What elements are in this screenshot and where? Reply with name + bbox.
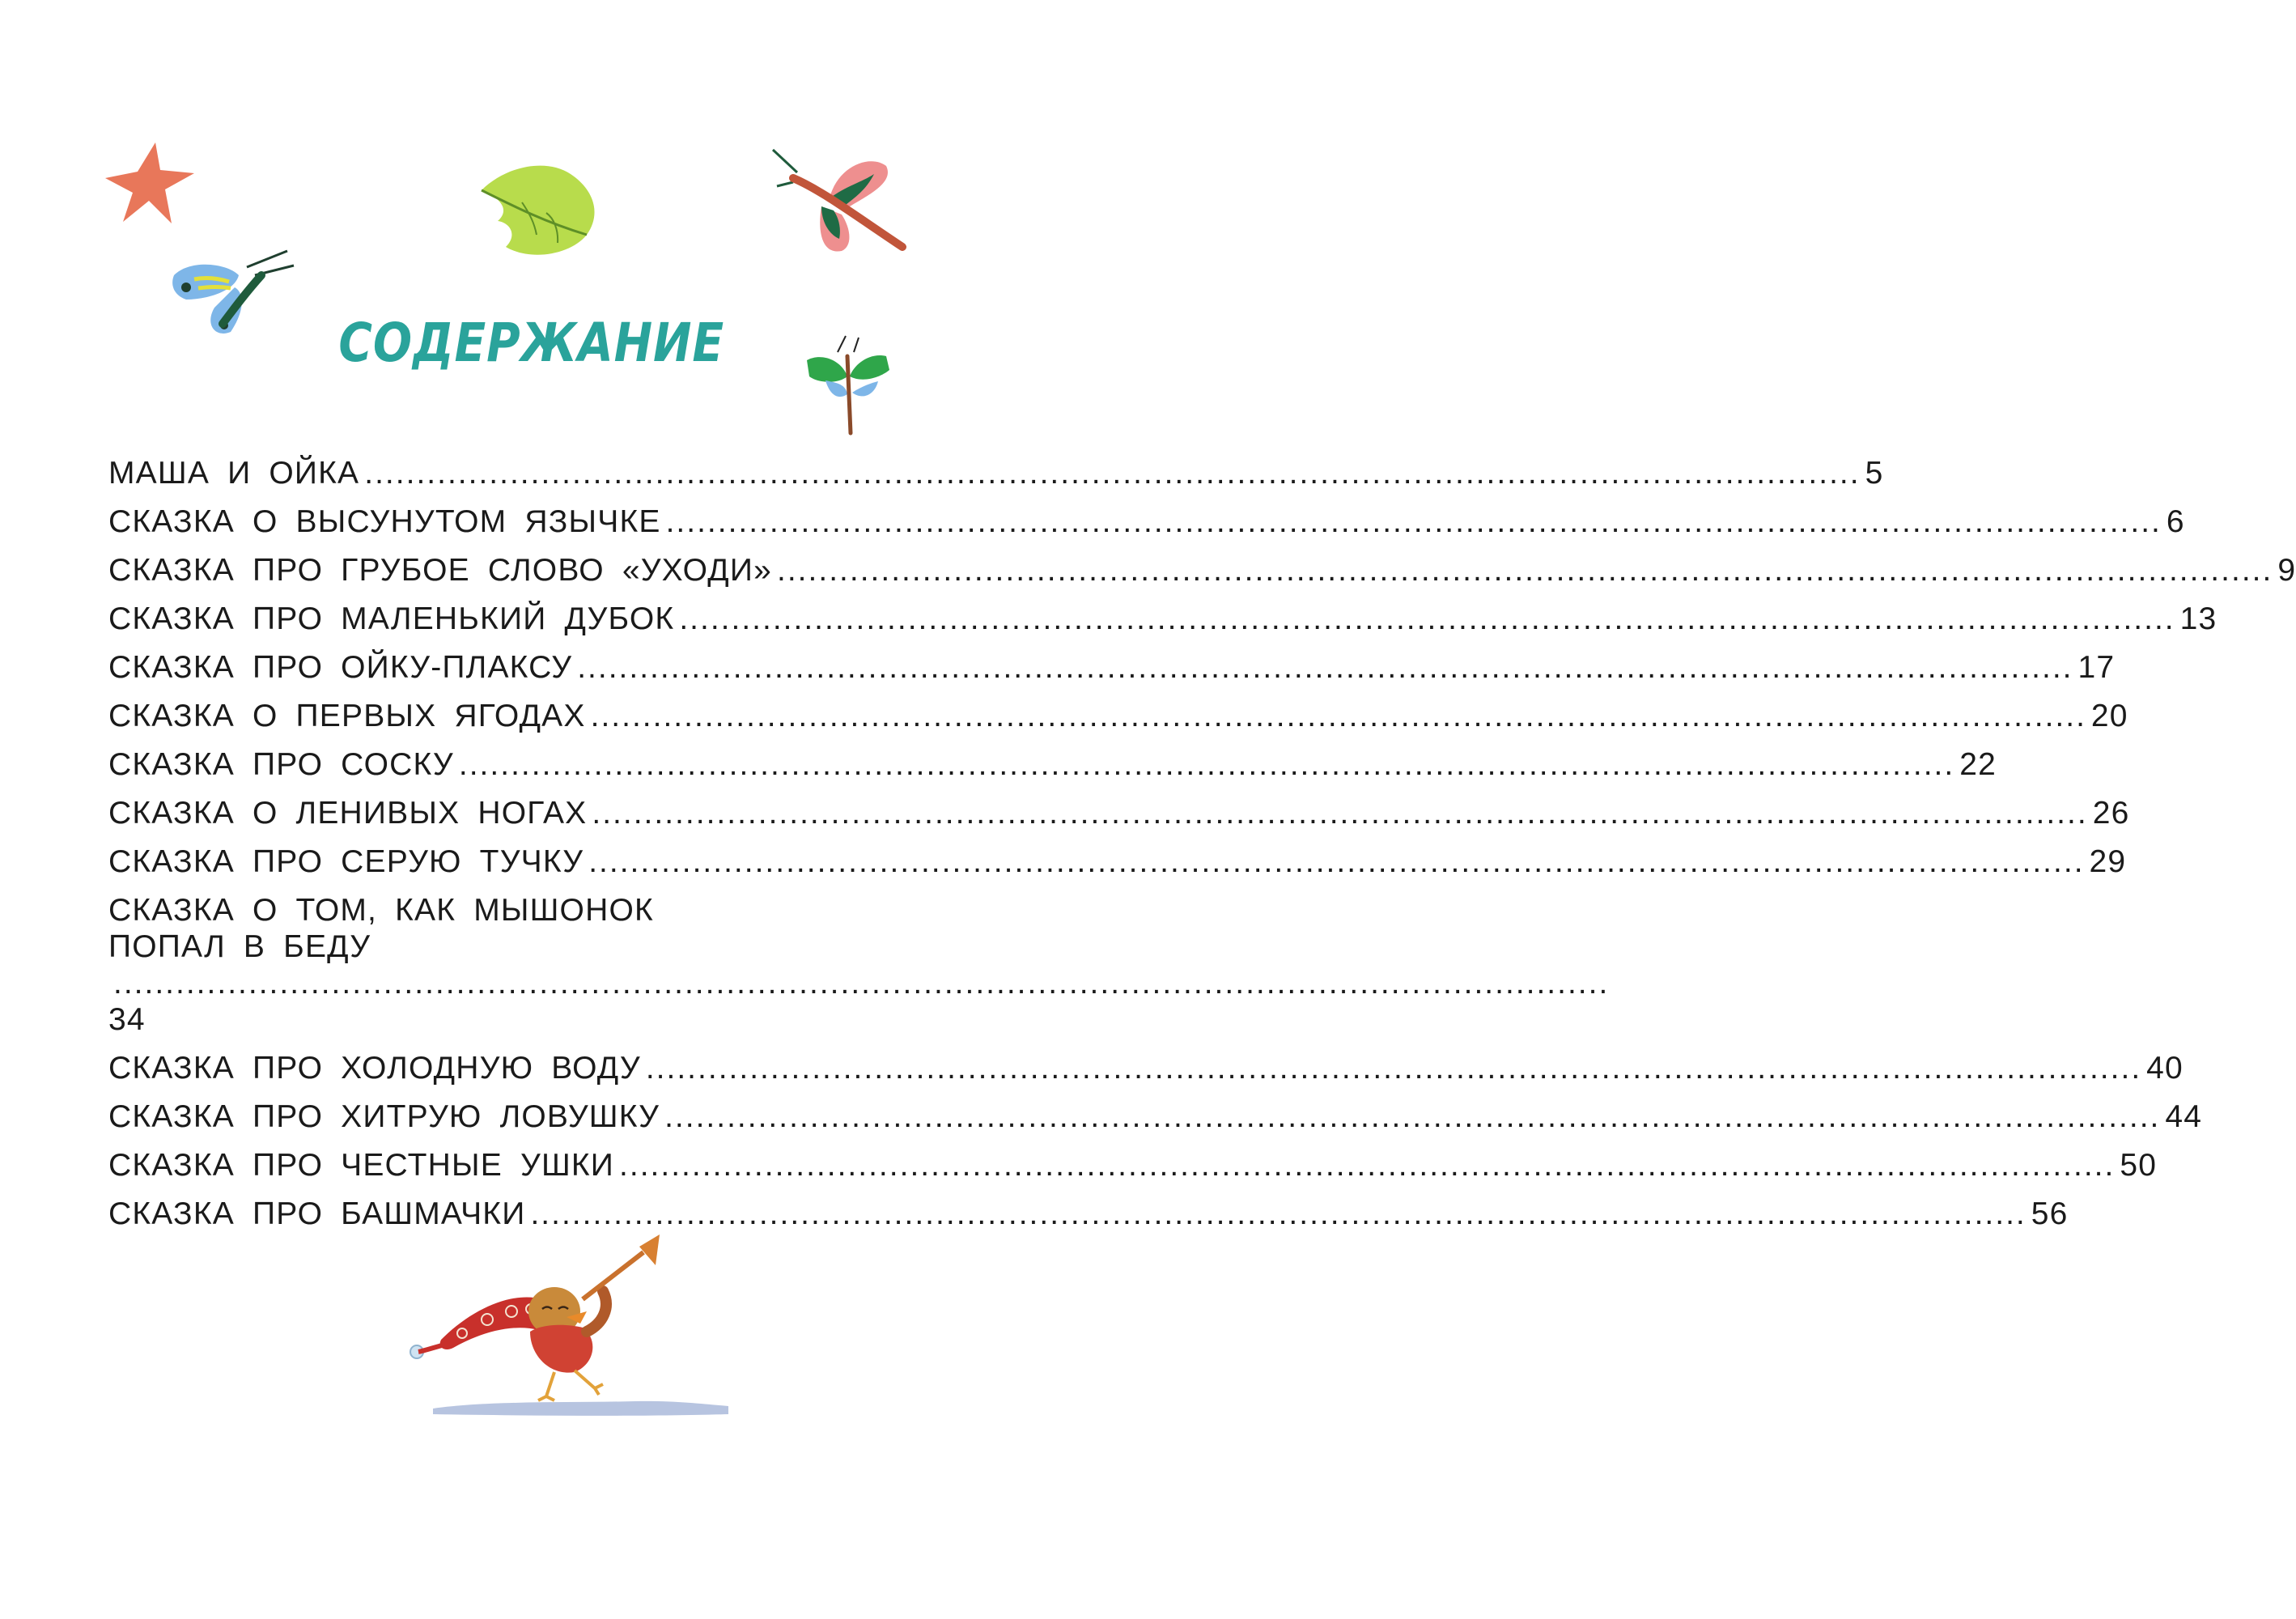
toc-entry-page: 22 — [1959, 747, 1997, 782]
toc-entry — [108, 649, 2116, 686]
toc-entry-title: СКАЗКА ПРО СЕРУЮ ТУЧКУ — [108, 844, 584, 879]
toc-entry-title: СКАЗКА ПРО ЧЕСТНЫЕ УШКИ — [108, 1148, 615, 1183]
dot-leader: ................................................................................................................................................ — [679, 601, 2175, 636]
toc-entry — [108, 795, 2130, 831]
bird-with-trumpet-illustration — [409, 1234, 732, 1421]
toc-entry-title: МАША И ОЙКА — [108, 456, 360, 491]
toc-entry — [108, 504, 2185, 540]
toc-entry — [108, 1196, 2069, 1232]
dot-leader: ................................................................................................................................................ — [577, 650, 2073, 685]
toc-entry-title: СКАЗКА ПРО ОЙКУ-ПЛАКСУ — [108, 650, 573, 685]
dot-leader: ................................................................................................................................................ — [645, 1051, 2142, 1086]
toc-entry — [108, 892, 1610, 1038]
toc-entry-title: СКАЗКА ПРО БАШМАЧКИ — [108, 1196, 526, 1231]
toc-entry-title: СКАЗКА О ПЕРВЫХ ЯГОДАХ — [108, 699, 586, 733]
toc-entry-page: 20 — [2090, 699, 2128, 733]
table-of-contents — [108, 455, 2296, 1244]
toc-entry — [108, 601, 2217, 637]
toc-entry-page: 9 — [2277, 553, 2296, 588]
moth-icon — [773, 150, 910, 263]
dot-leader: ................................................................................................................................................ — [458, 747, 1955, 782]
toc-entry-title: СКАЗКА ПРО СОСКУ — [108, 747, 454, 782]
toc-entry-title-line2: ПОПАЛ В БЕДУ — [108, 929, 371, 964]
toc-entry-title: СКАЗКА О ЛЕНИВЫХ НОГАХ — [108, 796, 588, 831]
toc-entry-page: 29 — [2089, 844, 2127, 879]
toc-entry — [108, 1050, 2184, 1086]
toc-entry-page: 34 — [108, 1002, 146, 1037]
toc-entry-title: СКАЗКА ПРО МАЛЕНЬКИЙ ДУБОК — [108, 601, 675, 636]
toc-entry-page: 17 — [2077, 650, 2116, 685]
toc-entry-page: 26 — [2092, 796, 2130, 831]
toc-entry-title: СКАЗКА О ВЫСУНУТОМ ЯЗЫЧКЕ — [108, 504, 661, 539]
toc-entry — [108, 1147, 2158, 1183]
toc-entry-title: СКАЗКА ПРО ХОЛОДНУЮ ВОДУ — [108, 1051, 641, 1086]
toc-entry — [108, 1098, 2203, 1135]
toc-entry-title: СКАЗКА ПРО ХИТРУЮ ЛОВУШКУ — [108, 1099, 660, 1134]
toc-entry-page: 40 — [2146, 1051, 2184, 1086]
dot-leader: ................................................................................................................................................ — [364, 456, 1861, 491]
toc-entry-page: 50 — [2120, 1148, 2158, 1183]
dot-leader: ................................................................................................................................................ — [588, 844, 2085, 879]
toc-entry-page: 13 — [2179, 601, 2217, 636]
star-icon — [104, 138, 197, 228]
toc-entry — [108, 552, 2296, 589]
page-title: СОДЕРЖАНИЕ — [338, 312, 725, 374]
dot-leader: ................................................................................................................................................ — [619, 1148, 2116, 1183]
leaf-icon — [473, 158, 603, 263]
toc-entry — [108, 698, 2128, 734]
toc-entry — [108, 843, 2127, 880]
dot-leader: ................................................................................................................................................ — [592, 796, 2088, 831]
toc-entry-page: 6 — [2166, 504, 2185, 539]
dot-leader: ................................................................................................................................................ — [590, 699, 2086, 733]
toc-entry-page: 5 — [1865, 456, 1884, 491]
toc-entry-page: 56 — [2031, 1196, 2069, 1231]
dot-leader: ................................................................................................................................................ — [664, 1099, 2161, 1134]
toc-entry — [108, 746, 1997, 783]
dot-leader: ................................................................................................................................................ — [665, 504, 2162, 539]
toc-entry-page: 44 — [2165, 1099, 2203, 1134]
toc-entry-title: СКАЗКА ПРО ГРУБОЕ СЛОВО «УХОДИ» — [108, 553, 773, 588]
dot-leader: ................................................................................................................................................ — [530, 1196, 2027, 1231]
toc-entry-title-line1: СКАЗКА О ТОМ, КАК МЫШОНОК — [108, 893, 654, 928]
dot-leader: ................................................................................................................................................ — [113, 966, 1610, 1001]
toc-entry — [108, 455, 1884, 491]
dot-leader: ................................................................................................................................................ — [777, 553, 2273, 588]
